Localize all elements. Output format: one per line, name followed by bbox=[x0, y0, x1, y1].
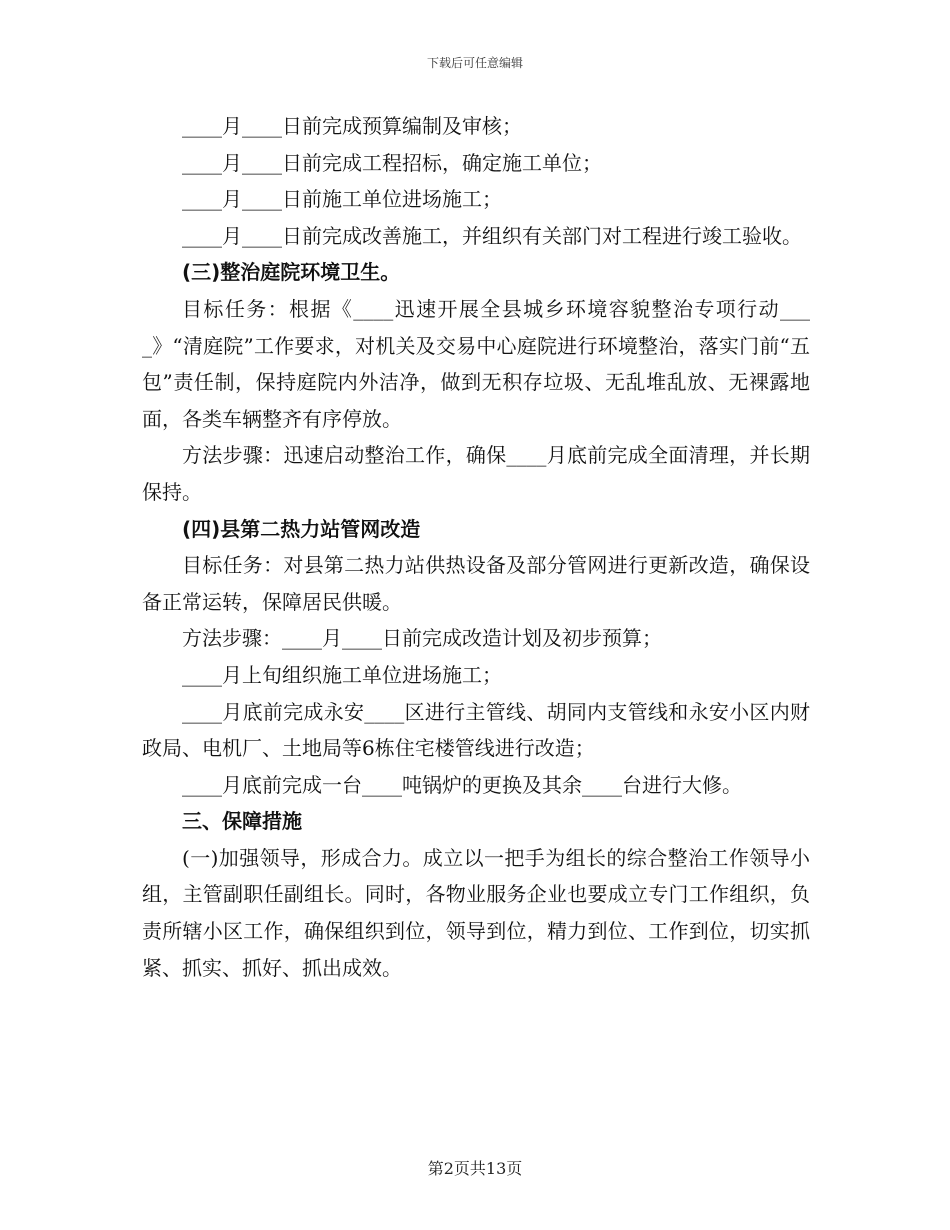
document-body bbox=[142, 108, 810, 986]
section-heading: 三、保障措施 bbox=[182, 809, 302, 834]
paragraph: ____月____日前完成改善施工，并组织有关部门对工程进行竣工验收。 bbox=[182, 223, 802, 248]
page-header: 下载后可任意编辑 bbox=[426, 56, 523, 70]
paragraph: 目标任务：根据《____迅速开展全县城乡环境容貌整治专项行动____》“清庭院”工作要求，对机关及交易中心庭院进行环境整治，落实门前“五包”责任制，保持庭院内外洁净，做到无积存垃圾、无乱堆乱放、无裸露地面，各类车辆整齐有序停放。 bbox=[142, 296, 810, 431]
paragraph: ____月底前完成一台____吨锅炉的更换及其余____台进行大修。 bbox=[182, 772, 742, 797]
page-footer: 第2页共13页 bbox=[427, 1159, 523, 1178]
paragraph: ____月____日前施工单位进场施工； bbox=[182, 187, 502, 212]
section-heading: (三)整治庭院环境卫生。 bbox=[182, 260, 401, 285]
paragraph: 方法步骤：迅速启动整治工作，确保____月底前完成全面清理，并长期保持。 bbox=[142, 443, 810, 504]
paragraph: ____月上旬组织施工单位进场施工； bbox=[182, 662, 502, 687]
paragraph: 目标任务：对县第二热力站供热设备及部分管网进行更新改造，确保设备正常运转，保障居民供暖。 bbox=[142, 553, 810, 614]
paragraph: (一)加强领导，形成合力。成立以一把手为组长的综合整治工作领导小组，主管副职任副组长。同时，各物业服务企业也要成立专门工作组织，负责所辖小区工作，确保组织到位，领导到位，精力到位、工作到位，切实抓紧、抓实、抓好、抓出成效。 bbox=[142, 845, 810, 980]
paragraph: 方法步骤：____月____日前完成改造计划及初步预算； bbox=[182, 626, 662, 651]
paragraph: ____月底前完成永安____区进行主管线、胡同内支管线和永安小区内财政局、电机厂、土地局等6栋住宅楼管线进行改造； bbox=[142, 699, 810, 761]
paragraph: ____月____日前完成工程招标，确定施工单位； bbox=[182, 150, 602, 175]
section-heading: (四)县第二热力站管网改造 bbox=[182, 516, 421, 541]
paragraph: ____月____日前完成预算编制及审核； bbox=[182, 114, 522, 138]
